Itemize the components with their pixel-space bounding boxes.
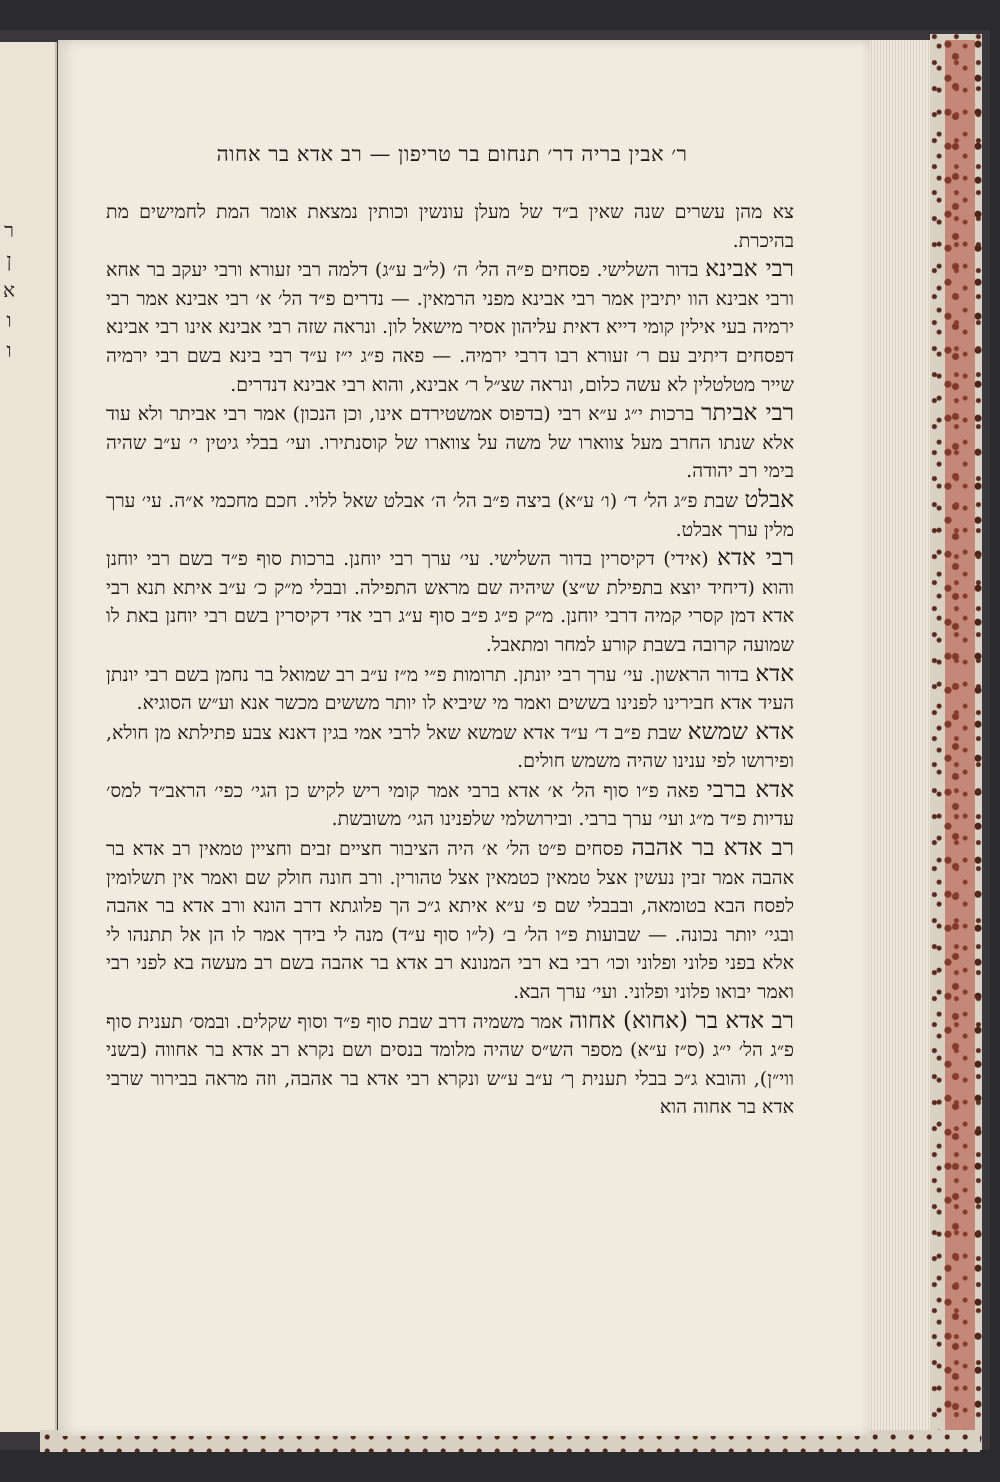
facing-page-fragment: ו	[6, 308, 12, 332]
facing-page-fragment: ן	[6, 248, 12, 272]
entry-heading: אבלט	[744, 486, 794, 513]
facing-page-fragment: ר	[4, 218, 14, 242]
paragraph	[106, 1007, 794, 1122]
paragraph	[106, 544, 794, 659]
paragraph	[106, 718, 794, 776]
paragraph	[106, 198, 794, 255]
entry-heading: רב אדא בר אהבה	[631, 835, 795, 862]
entry-heading: אדא ברבי	[706, 776, 794, 803]
paragraph	[106, 834, 794, 1007]
paragraph-text: אמר משמיה דרב שבת סוף פ״ד וסוף שקלים. ובמס׳ תענית סוף פ״ג הל׳ י״ג (ס״ז ע״א) מספר הש״ס שהיה מלומד בנסים ושם נקרא רב אדא בר אחווה (בשני ווי״ן), והובא ג״כ בבלי תענית ך׳ ע״ב ע״ש ונקרא רבי אדא בר אהבה, וזה מראה בבירור שרבי אדא בר אחוה הוא	[106, 1010, 794, 1119]
paragraph-text: שבת פ״ג הל׳ ד׳ (ו׳ ע״א) ביצה פ״ב הל׳ ה׳ אבלט שאל ללוי. חכם מחכמי א״ה. עי׳ ערך מלין ערך אבלט.	[106, 489, 794, 541]
entry-heading: אדא	[755, 660, 794, 687]
facing-page-fragment: ו	[6, 338, 12, 362]
paragraph-text: בדור הראשון. עי׳ ערך רבי יונתן. תרומות פ״י מ״ז ע״ב רב שמואל בר נחמן בשם רבי יונתן העיד אדא חבירינו לפנינו בששים ואמר מי שיביא לו יותר מששים מכשר אנא וע״ש הסוגיא.	[106, 663, 794, 715]
entry-heading: רבי אבינא	[705, 256, 794, 283]
paragraph-text: שבת פ״ב ד׳ ע״ד אדא שמשא שאל לרבי אמי בגין דאנא צבע פתילתא מן חולא, ופירושו לפי ענינו שהיה משמש חולים.	[106, 721, 794, 773]
paragraph	[106, 255, 794, 399]
book-page	[58, 40, 870, 1436]
entry-heading: רב אדא בר (אחוא) אחוה	[568, 1007, 794, 1034]
cover-corner	[945, 40, 975, 1440]
paragraph-text: פסחים פ״ט הל׳ א׳ היה הציבור חציים זבים וחציין טמאין רב אדא בר אהבה אמר זבין נעשין אצל טמאין כטמאין אצל טהורין. ורב חונה חולק שם ואמר אין תשלומין לפסח הבא בטומאה, ובבבלי שם פ׳ ע״א איתא ג״כ הך פלוגתא דרב הונא ורב אדא בר אהבה ובגי׳ יותר נכונה. — שבועות פ״ו הל׳ ב׳ (ל״ו סוף ע״ד) מנה לי בידך אמר לו הן אל תתנהו לי אלא בפני פלוני ופלוני וכו׳ רבי בא רבי המנונא רב אדא בר אהבה בשם רב מעשה בא לפני רבי ואמר יבואו פלוני ופלוני. ועי׳ ערך הבא.	[106, 838, 794, 1004]
paragraph-text: צא מהן עשרים שנה שאין ב״ד של מעלן עונשין וכותין נמצאת אומר המת לחמישים מת בהיכרת.	[106, 201, 794, 252]
paragraph-text: בדור השלישי. פסחים פ״ה הל׳ ה׳ (ל״ב ע״ג) דלמה רבי זעורא ורבי יעקב בר אחא ורבי אבינא הוו יתיבין אמר רבי אבינא מפני הרמאין. — נדרים פ״ד הל׳ א׳ רבי אבינא אמר רבי ירמיה בעי אילין קומי דייא דאית עליהון אסיר מישאל לון. ונראה שזה רבי אבינא אינו רבי אבינא דפסחים דיתיב עם ר׳ זעורא רבו דרבי ירמיה. — פאה פ״ג י״ז ע״ד רבי בינא בשם רבי ירמיה שייר מטלטלין לא עשה כלום, ונראה שצ״ל ר׳ אבינא, והוא רבי אבינא דנדרים.	[106, 259, 794, 396]
entry-heading: רבי אדא	[717, 545, 794, 572]
paragraph-text: (אידי) דקיסרין בדור השלישי. עי׳ ערך רבי יוחנן. ברכות סוף פ״ד בשם רבי יוחנן והוא (דיחיד יוצא בתפילת ש״צ) שיהיה שם מראש התפילה. ובבלי מ״ק כ׳ ע״ב איתא תנא רבי אדא דמן קסרי קמיה דרבי יוחנן. מ״ק פ״ג פ״ב סוף ע״ג רבי אדי דקיסרין בשם רבי יוחנן באת לו שמועה קרובה בשבת קורע למחר ומתאבל.	[106, 548, 794, 656]
facing-page-fragment: א	[2, 278, 15, 302]
paragraph	[106, 660, 794, 718]
running-header: ר׳ אבין בריה דר׳ תנחום בר טריפון — רב אדא בר אחוה	[216, 142, 688, 166]
paragraph-text: ברכות י״ג ע״א רבי (בדפוס אמשטירדם אינו, וכן הנכון) אמר רבי אביתר ולא עוד אלא שנתו החרב מעל צווארו של משה על צווארו של קוסנתירו. ועי׳ בבלי גיטין י׳ ע״ב שהיה בימי רב יהודה.	[106, 403, 794, 483]
facing-page	[0, 42, 57, 1432]
page-body	[106, 198, 794, 1122]
paragraph-text: פאה פ״ו סוף הל׳ א׳ אדא ברבי אמר קומי ריש לקיש כן הגי׳ כפי׳ הראב״ד למס׳ עדיות פ״ד מ״ג ועי׳ ערך ברבי. ובירושלמי שלפנינו הגי׳ משובשת.	[106, 779, 794, 831]
paragraph	[106, 486, 794, 544]
paragraph	[106, 776, 794, 834]
entry-heading: רבי אביתר	[701, 400, 794, 427]
entry-heading: אדא שמשא	[687, 718, 795, 745]
paragraph	[106, 399, 794, 486]
